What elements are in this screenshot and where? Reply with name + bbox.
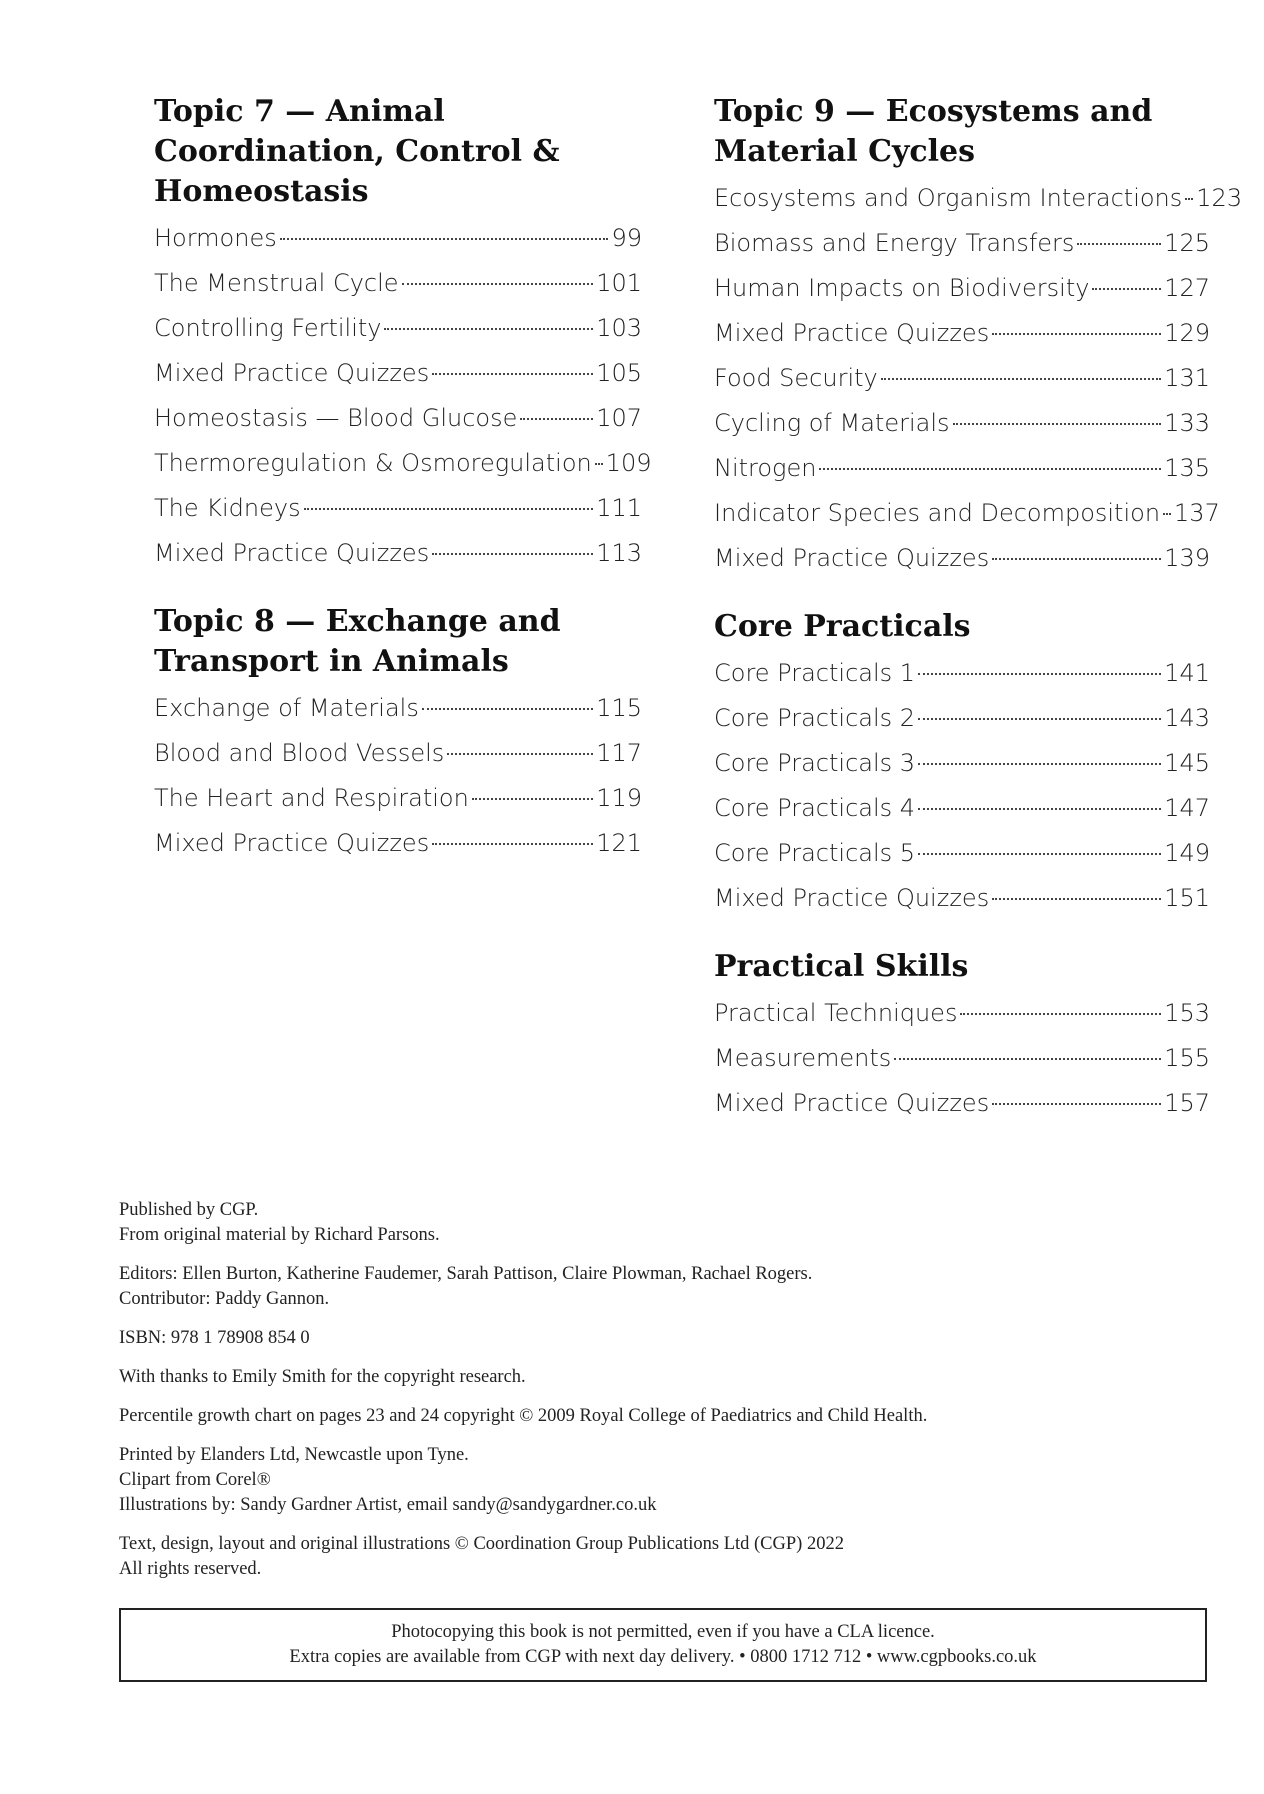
dot-leader bbox=[881, 378, 1161, 380]
copyright-block bbox=[119, 1532, 1219, 1582]
toc-entry-title: Biomass and Energy Transfers bbox=[714, 229, 1075, 257]
toc-entry-title: The Kidneys bbox=[154, 494, 301, 522]
toc-entry bbox=[714, 446, 1210, 491]
dot-leader bbox=[918, 718, 1161, 720]
toc-page-number: 109 bbox=[605, 449, 652, 477]
dot-leader bbox=[918, 853, 1161, 855]
toc-entry-title: Practical Techniques bbox=[714, 999, 958, 1027]
toc-entry bbox=[154, 306, 642, 351]
toc-page-number: 119 bbox=[596, 784, 642, 812]
dot-leader bbox=[819, 468, 1161, 470]
toc-page-number: 103 bbox=[596, 314, 642, 342]
dot-leader bbox=[304, 508, 594, 510]
topic-8-entries bbox=[154, 686, 642, 866]
toc-entry bbox=[154, 731, 642, 776]
editors-text: Editors: Ellen Burton, Katherine Faudemer, Sarah Pattison, Claire Plowman, Rachael Rogers. bbox=[119, 1264, 813, 1284]
toc-entry bbox=[714, 176, 1243, 221]
toc-page-number: 131 bbox=[1164, 364, 1210, 392]
copyright-text: Text, design, layout and original illustrations © Coordination Group Publications Ltd (CGP) 2022 bbox=[119, 1534, 844, 1554]
toc-page-number: 147 bbox=[1164, 794, 1210, 822]
toc-entry-title: Mixed Practice Quizzes bbox=[154, 539, 430, 567]
toc-entry bbox=[714, 741, 1210, 786]
contributor-text: Contributor: Paddy Gannon. bbox=[119, 1289, 330, 1309]
toc-entry-title: Mixed Practice Quizzes bbox=[154, 829, 430, 857]
toc-page-number: 149 bbox=[1164, 839, 1210, 867]
toc-entry bbox=[714, 266, 1210, 311]
toc-page-number: 107 bbox=[596, 404, 642, 432]
toc-page-number: 111 bbox=[596, 494, 642, 522]
toc-entry-title: Mixed Practice Quizzes bbox=[714, 1089, 990, 1117]
dot-leader bbox=[894, 1058, 1161, 1060]
toc-page-number: 105 bbox=[596, 359, 642, 387]
dot-leader bbox=[447, 753, 593, 755]
toc-entry-title: Blood and Blood Vessels bbox=[154, 739, 445, 767]
toc-entry-title: Mixed Practice Quizzes bbox=[714, 544, 990, 572]
dot-leader bbox=[992, 333, 1161, 335]
toc-entry-title: Core Practicals 4 bbox=[714, 794, 916, 822]
notice-line-1: Photocopying this book is not permitted, even if you have a CLA licence. bbox=[391, 1622, 935, 1642]
toc-page-number: 117 bbox=[596, 739, 642, 767]
toc-entry bbox=[714, 876, 1210, 921]
toc-entry bbox=[154, 821, 642, 866]
toc-page-number: 123 bbox=[1196, 184, 1243, 212]
toc-entry bbox=[714, 991, 1210, 1036]
toc-entry bbox=[714, 401, 1210, 446]
toc-entry bbox=[714, 831, 1210, 876]
topic-9-entries bbox=[714, 176, 1243, 581]
contents-left-column bbox=[154, 92, 652, 892]
photocopy-notice-box bbox=[119, 1608, 1207, 1682]
toc-page-number: 151 bbox=[1164, 884, 1210, 912]
dot-leader bbox=[520, 418, 593, 420]
published-by-text: Published by CGP. bbox=[119, 1200, 259, 1220]
isbn-text: ISBN: 978 1 78908 854 0 bbox=[119, 1328, 310, 1348]
toc-entry-title: The Heart and Respiration bbox=[154, 784, 469, 812]
toc-page-number: 101 bbox=[596, 269, 642, 297]
toc-entry bbox=[154, 686, 642, 731]
toc-entry-title: Measurements bbox=[714, 1044, 892, 1072]
dot-leader bbox=[918, 763, 1161, 765]
toc-entry-title: Cycling of Materials bbox=[714, 409, 950, 437]
toc-entry bbox=[154, 441, 652, 486]
toc-page-number: 141 bbox=[1164, 659, 1210, 687]
core-practicals-entries bbox=[714, 651, 1210, 921]
toc-page-number: 135 bbox=[1164, 454, 1210, 482]
toc-page-number: 115 bbox=[596, 694, 642, 722]
toc-page-number: 121 bbox=[596, 829, 642, 857]
toc-entry-title: Exchange of Materials bbox=[154, 694, 419, 722]
practical-skills-heading: Practical Skills bbox=[714, 949, 969, 984]
toc-entry-title: Ecosystems and Organism Interactions bbox=[714, 184, 1183, 212]
dot-leader bbox=[595, 463, 603, 465]
toc-entry bbox=[714, 786, 1210, 831]
rights-text: All rights reserved. bbox=[119, 1559, 262, 1579]
topic-8-section bbox=[154, 602, 642, 866]
dot-leader bbox=[280, 238, 609, 240]
toc-page-number: 125 bbox=[1164, 229, 1210, 257]
toc-page-number: 155 bbox=[1164, 1044, 1210, 1072]
toc-entry-title: Hormones bbox=[154, 224, 277, 252]
dot-leader bbox=[1185, 198, 1193, 200]
toc-entry bbox=[154, 776, 642, 821]
practical-skills-section bbox=[714, 947, 1210, 1126]
toc-entry-title: Mixed Practice Quizzes bbox=[714, 884, 990, 912]
toc-entry bbox=[714, 491, 1220, 536]
toc-page-number: 113 bbox=[596, 539, 642, 567]
toc-entry-title: Controlling Fertility bbox=[154, 314, 382, 342]
dot-leader bbox=[1077, 243, 1161, 245]
dot-leader bbox=[422, 708, 593, 710]
toc-entry-title: Core Practicals 2 bbox=[714, 704, 916, 732]
toc-entry bbox=[714, 356, 1210, 401]
percentile-copyright-text: Percentile growth chart on pages 23 and 24 copyright © 2009 Royal College of Paediatrics and Child Health. bbox=[119, 1406, 928, 1426]
topic-9-heading: Topic 9 — Ecosystems and Material Cycles bbox=[714, 94, 1153, 169]
dot-leader bbox=[953, 423, 1162, 425]
toc-entry-title: Homeostasis — Blood Glucose bbox=[154, 404, 518, 432]
clipart-text: Clipart from Corel® bbox=[119, 1470, 271, 1490]
toc-entry-title: Mixed Practice Quizzes bbox=[154, 359, 430, 387]
toc-entry bbox=[714, 696, 1210, 741]
toc-page-number: 157 bbox=[1164, 1089, 1210, 1117]
toc-page-number: 143 bbox=[1164, 704, 1210, 732]
toc-entry bbox=[714, 1036, 1210, 1081]
dot-leader bbox=[992, 1103, 1161, 1105]
illustrations-text: Illustrations by: Sandy Gardner Artist, email sandy@sandygardner.co.uk bbox=[119, 1495, 657, 1515]
toc-entry bbox=[714, 536, 1210, 581]
dot-leader bbox=[960, 1013, 1161, 1015]
printing-block bbox=[119, 1443, 1219, 1518]
dot-leader bbox=[918, 673, 1161, 675]
dot-leader bbox=[384, 328, 593, 330]
topic-7-heading: Topic 7 — Animal Coordination, Control & Homeostasis bbox=[154, 94, 560, 209]
core-practicals-section bbox=[714, 607, 1210, 921]
toc-entry-title: Core Practicals 5 bbox=[714, 839, 916, 867]
printed-by-text: Printed by Elanders Ltd, Newcastle upon Tyne. bbox=[119, 1445, 469, 1465]
toc-entry bbox=[154, 486, 642, 531]
dot-leader bbox=[992, 558, 1161, 560]
dot-leader bbox=[402, 283, 594, 285]
practical-skills-entries bbox=[714, 991, 1210, 1126]
dot-leader bbox=[432, 373, 593, 375]
toc-entry bbox=[714, 221, 1210, 266]
notice-line-2: Extra copies are available from CGP with next day delivery. • 0800 1712 712 • www.cgpbooks.co.uk bbox=[289, 1647, 1037, 1667]
toc-entry-title: Core Practicals 3 bbox=[714, 749, 916, 777]
toc-page-number: 153 bbox=[1164, 999, 1210, 1027]
toc-page-number: 139 bbox=[1164, 544, 1210, 572]
toc-entry bbox=[154, 261, 642, 306]
topic-7-section bbox=[154, 92, 652, 576]
editors-block bbox=[119, 1262, 1219, 1312]
dot-leader bbox=[472, 798, 593, 800]
thanks-text: With thanks to Emily Smith for the copyright research. bbox=[119, 1367, 526, 1387]
dot-leader bbox=[1163, 513, 1171, 515]
toc-page-number: 99 bbox=[611, 224, 642, 252]
contents-right-column bbox=[714, 92, 1243, 1152]
topic-7-entries bbox=[154, 216, 652, 576]
topic-8-heading: Topic 8 — Exchange and Transport in Animals bbox=[154, 604, 561, 679]
publisher-block bbox=[119, 1198, 1219, 1248]
toc-entry-title: Human Impacts on Biodiversity bbox=[714, 274, 1090, 302]
toc-entry-title: Thermoregulation & Osmoregulation bbox=[154, 449, 592, 477]
dot-leader bbox=[432, 553, 593, 555]
toc-entry bbox=[154, 396, 642, 441]
toc-entry bbox=[714, 1081, 1210, 1126]
toc-entry-title: Mixed Practice Quizzes bbox=[714, 319, 990, 347]
toc-entry-title: Food Security bbox=[714, 364, 878, 392]
toc-entry bbox=[154, 351, 642, 396]
toc-entry-title: The Menstrual Cycle bbox=[154, 269, 399, 297]
toc-entry-title: Indicator Species and Decomposition bbox=[714, 499, 1161, 527]
toc-entry bbox=[714, 311, 1210, 356]
dot-leader bbox=[1092, 288, 1161, 290]
dot-leader bbox=[992, 898, 1161, 900]
toc-entry bbox=[714, 651, 1210, 696]
original-material-text: From original material by Richard Parsons. bbox=[119, 1225, 440, 1245]
toc-page-number: 133 bbox=[1164, 409, 1210, 437]
toc-entry bbox=[154, 531, 642, 576]
publication-credits bbox=[119, 1198, 1219, 1596]
toc-page-number: 127 bbox=[1164, 274, 1210, 302]
toc-page-number: 137 bbox=[1174, 499, 1220, 527]
toc-entry-title: Core Practicals 1 bbox=[714, 659, 916, 687]
dot-leader bbox=[918, 808, 1161, 810]
toc-entry bbox=[154, 216, 642, 261]
toc-entry-title: Nitrogen bbox=[714, 454, 817, 482]
dot-leader bbox=[432, 843, 593, 845]
core-practicals-heading: Core Practicals bbox=[714, 609, 971, 644]
toc-page-number: 129 bbox=[1164, 319, 1210, 347]
toc-page-number: 145 bbox=[1164, 749, 1210, 777]
topic-9-section bbox=[714, 92, 1243, 581]
